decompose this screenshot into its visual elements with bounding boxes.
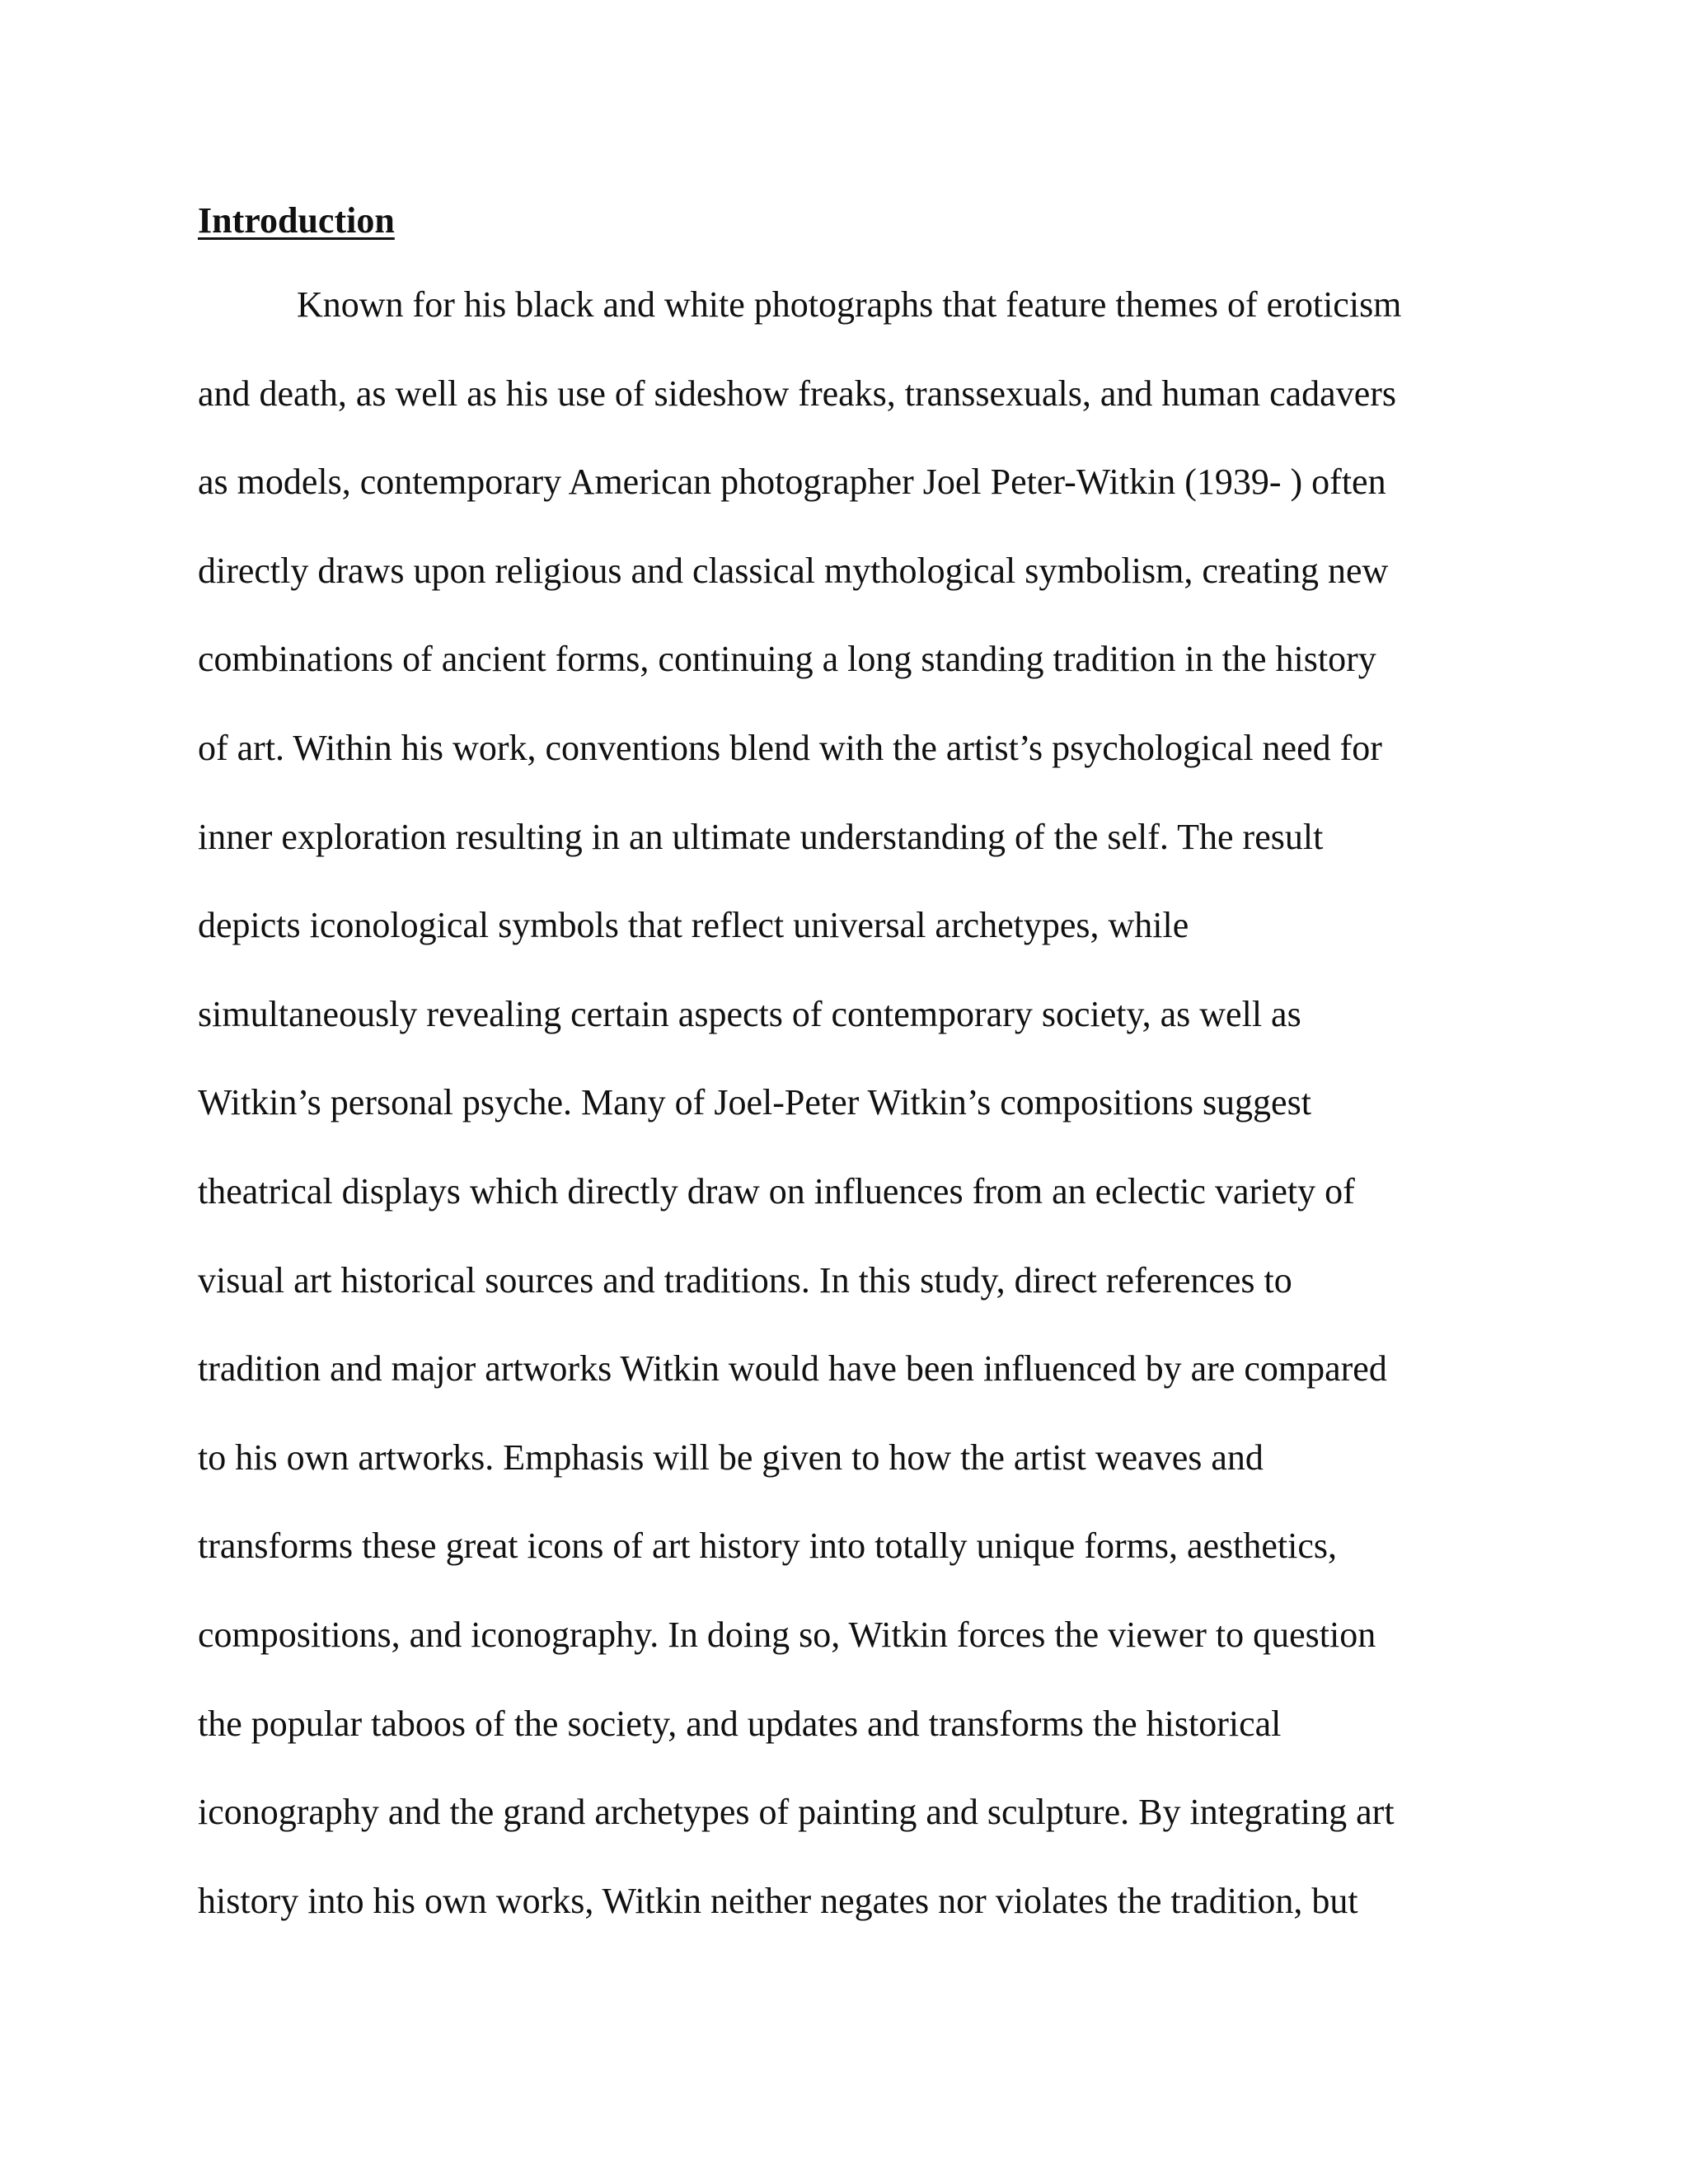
text-line: history into his own works, Witkin neither negates nor violates the tradition, but [198,1880,1358,1921]
text-line: the popular taboos of the society, and updates and transforms the historical [198,1703,1282,1744]
text-line: of art. Within his work, conventions blend with the artist’s psychological need for [198,727,1382,768]
section-heading: Introduction [198,200,395,241]
text-line: Witkin’s personal psyche. Many of Joel-Peter Witkin’s compositions suggest [198,1082,1311,1123]
body-paragraph [198,280,1484,1965]
text-line: theatrical displays which directly draw on influences from an eclectic variety of [198,1170,1355,1212]
text-line: as models, contemporary American photographer Joel Peter-Witkin (1939- ) often [198,462,1386,503]
text-line: iconography and the grand archetypes of painting and sculpture. By integrating art [198,1792,1395,1833]
text-line: depicts iconological symbols that reflect universal archetypes, while [198,905,1189,946]
text-line: compositions, and iconography. In doing so, Witkin forces the viewer to question [198,1614,1376,1655]
text-line: directly draws upon religious and classical mythological symbolism, creating new [198,550,1389,591]
text-line: simultaneously revealing certain aspects of contemporary society, as well as [198,993,1301,1034]
text-line: Known for his black and white photographs that feature themes of eroticism [297,284,1402,325]
text-line: combinations of ancient forms, continuing a long standing tradition in the history [198,639,1376,680]
text-line: inner exploration resulting in an ultimate understanding of the self. The result [198,816,1324,857]
text-line: tradition and major artworks Witkin would have been influenced by are compared [198,1348,1387,1390]
text-line: to his own artworks. Emphasis will be given to how the artist weaves and [198,1436,1264,1478]
text-line: and death, as well as his use of sideshow freaks, transsexuals, and human cadavers [198,373,1397,414]
text-line: visual art historical sources and traditions. In this study, direct references to [198,1259,1292,1301]
text-line: transforms these great icons of art history into totally unique forms, aesthetics, [198,1526,1338,1567]
